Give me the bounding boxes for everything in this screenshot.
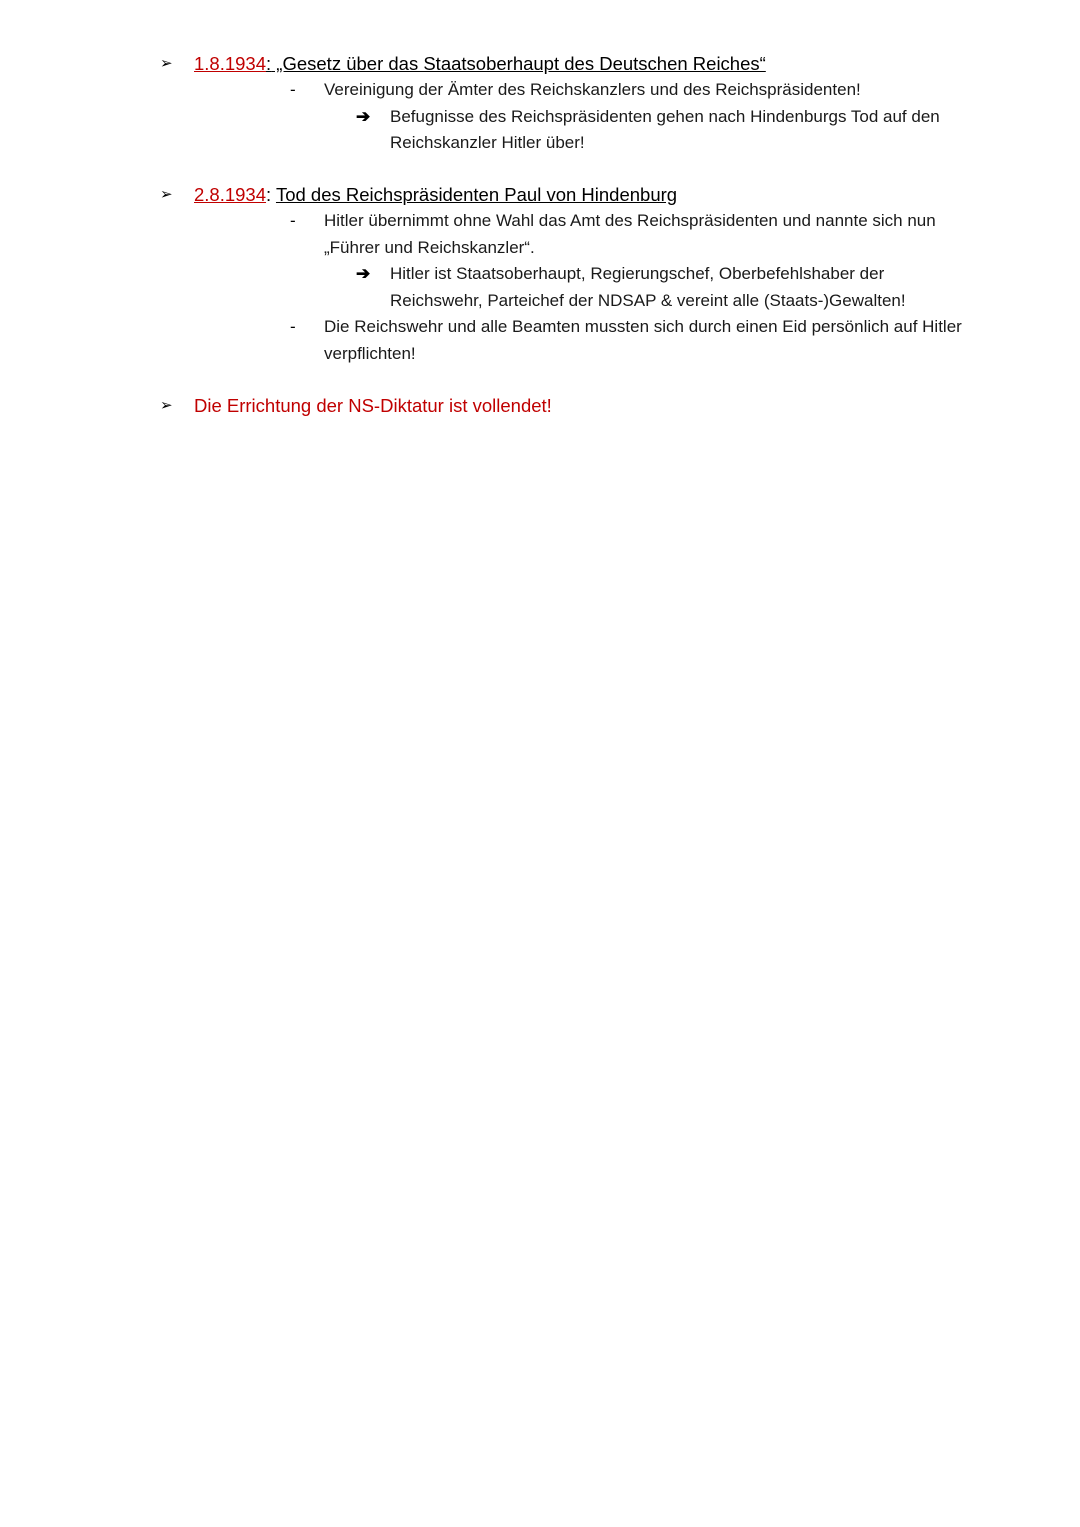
heading-title: Tod des Reichspräsidenten Paul von Hindenburg (275, 184, 678, 205)
dash-bullet: - (290, 211, 296, 230)
section-heading (160, 51, 1020, 77)
section-gesetz-1934 (160, 51, 1020, 157)
list-item (290, 208, 964, 261)
arrow-sub-item (356, 104, 950, 157)
conclusion-heading (160, 393, 1020, 419)
arrowhead-bullet-icon: ➢ (160, 55, 173, 72)
conclusion-text: Die Errichtung der NS-Diktatur ist vollendet! (194, 395, 552, 416)
arrowhead-bullet-icon: ➢ (160, 397, 173, 414)
sub-item-text: Befugnisse des Reichspräsidenten gehen nach Hindenburgs Tod auf den Reichskanzler Hitler über! (390, 106, 940, 152)
item-text: Die Reichswehr und alle Beamten mussten sich durch einen Eid persönlich auf Hitler verpflichten! (324, 317, 962, 363)
date-label: 2.8.1934 (194, 184, 267, 205)
right-arrow-icon: ➔ (356, 106, 371, 126)
sub-item-text: Hitler ist Staatsoberhaupt, Regierungschef, Oberbefehlshaber der Reichswehr, Parteichef der NDSAP & vereint alle (Staats-)Gewalten! (390, 264, 906, 310)
heading-title: „Gesetz über das Staatsoberhaupt des Deutschen Reiches“ (271, 53, 766, 74)
colon: : (266, 184, 276, 205)
dash-bullet: - (290, 317, 296, 336)
arrowhead-bullet-icon: ➢ (160, 186, 173, 203)
conclusion (160, 393, 1020, 419)
date-label: 1.8.1934 (194, 53, 267, 74)
section-heading (160, 182, 1020, 208)
list-item (290, 314, 964, 367)
right-arrow-icon: ➔ (356, 264, 371, 283)
arrow-sub-item (356, 261, 950, 314)
colon: : (266, 53, 272, 74)
dash-bullet: - (290, 80, 296, 99)
section-tod-hindenburg (160, 182, 1020, 367)
list-item (290, 77, 964, 104)
item-text: Vereinigung der Ämter des Reichskanzlers und des Reichspräsidenten! (324, 80, 861, 99)
item-text: Hitler übernimmt ohne Wahl das Amt des Reichspräsidenten und nannte sich nun „Führer und Reichskanzler“. (324, 211, 936, 257)
